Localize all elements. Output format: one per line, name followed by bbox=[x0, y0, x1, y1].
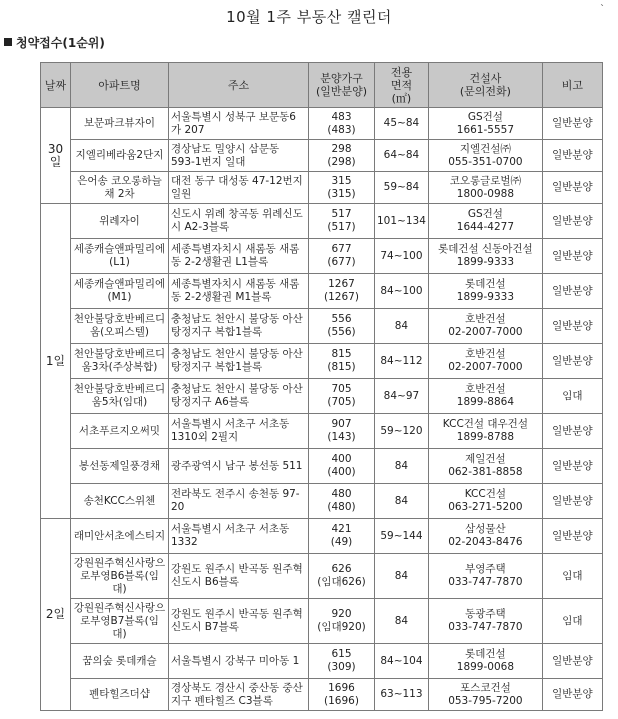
day-cell: 30일 bbox=[41, 108, 71, 204]
address-cell: 경상남도 밀양시 삼문동 593-1번지 일대 bbox=[169, 140, 309, 172]
units-cell: 480 (480) bbox=[309, 484, 375, 519]
address-cell: 세종특별자치시 새롬동 새롬동 2-2생활권 L1블록 bbox=[169, 239, 309, 274]
builder-cell: 동광주택 033-747-7870 bbox=[428, 599, 542, 644]
note-cell: 일반분양 bbox=[542, 309, 602, 344]
section-heading bbox=[4, 34, 105, 51]
units-cell: 615 (309) bbox=[309, 644, 375, 679]
address-cell: 광주광역시 남구 봉선동 511 bbox=[169, 449, 309, 484]
note-cell: 일반분양 bbox=[542, 274, 602, 309]
table-row bbox=[41, 172, 603, 204]
header-units: 분양가구 (일반분양) bbox=[309, 63, 375, 108]
builder-cell: 부영주택 033-747-7870 bbox=[428, 554, 542, 599]
note-cell: 일반분양 bbox=[542, 679, 602, 711]
apt-name-cell: 세종캐슬앤파밀리에(L1) bbox=[71, 239, 169, 274]
builder-cell: 롯데건설 1899-9333 bbox=[428, 274, 542, 309]
table-row bbox=[41, 140, 603, 172]
table-row bbox=[41, 554, 603, 599]
units-cell: 400 (400) bbox=[309, 449, 375, 484]
apt-name-cell: 천안불당호반베르디움5차(임대) bbox=[71, 379, 169, 414]
note-cell: 임대 bbox=[542, 554, 602, 599]
address-cell: 충청남도 천안시 불당동 아산탕정지구 복합1블록 bbox=[169, 309, 309, 344]
units-cell: 907 (143) bbox=[309, 414, 375, 449]
note-cell: 일반분양 bbox=[542, 519, 602, 554]
address-cell: 경상북도 경산시 중산동 중산지구 펜타힐즈 C3블록 bbox=[169, 679, 309, 711]
table-row bbox=[41, 344, 603, 379]
note-cell: 일반분양 bbox=[542, 644, 602, 679]
area-cell: 59~144 bbox=[375, 519, 429, 554]
builder-cell: 지엘건설㈜ 055-351-0700 bbox=[428, 140, 542, 172]
builder-cell: 코오롱글로벌㈜ 1800-0988 bbox=[428, 172, 542, 204]
area-cell: 45~84 bbox=[375, 108, 429, 140]
apt-name-cell: 천안불당호반베르디움3차(주상복합) bbox=[71, 344, 169, 379]
table-row bbox=[41, 679, 603, 711]
address-cell: 대전 동구 대성동 47-12번지 일원 bbox=[169, 172, 309, 204]
apt-name-cell: 지엘리베라움2단지 bbox=[71, 140, 169, 172]
table-row bbox=[41, 204, 603, 239]
note-cell: 일반분양 bbox=[542, 239, 602, 274]
address-cell: 충청남도 천안시 불당동 아산탕정지구 복합1블록 bbox=[169, 344, 309, 379]
table-row bbox=[41, 484, 603, 519]
builder-cell: 호반건설 02-2007-7000 bbox=[428, 344, 542, 379]
apt-name-cell: 봉선동제일풍경채 bbox=[71, 449, 169, 484]
units-cell: 556 (556) bbox=[309, 309, 375, 344]
area-cell: 84~112 bbox=[375, 344, 429, 379]
address-cell: 서울특별시 서초구 서초동 1332 bbox=[169, 519, 309, 554]
note-cell: 임대 bbox=[542, 599, 602, 644]
builder-cell: GS건설 1661-5557 bbox=[428, 108, 542, 140]
builder-cell: KCC건설 063-271-5200 bbox=[428, 484, 542, 519]
units-cell: 517 (517) bbox=[309, 204, 375, 239]
address-cell: 세종특별자치시 새롬동 새롬동 2-2생활권 M1블록 bbox=[169, 274, 309, 309]
area-cell: 84~104 bbox=[375, 644, 429, 679]
units-cell: 483 (483) bbox=[309, 108, 375, 140]
area-cell: 84 bbox=[375, 484, 429, 519]
units-cell: 298 (298) bbox=[309, 140, 375, 172]
area-cell: 84~97 bbox=[375, 379, 429, 414]
area-cell: 63~113 bbox=[375, 679, 429, 711]
units-cell: 815 (815) bbox=[309, 344, 375, 379]
units-cell: 626 (임대626) bbox=[309, 554, 375, 599]
table-row bbox=[41, 519, 603, 554]
table-row bbox=[41, 239, 603, 274]
table-row bbox=[41, 274, 603, 309]
apt-name-cell: 보문파크뷰자이 bbox=[71, 108, 169, 140]
address-cell: 강원도 원주시 반곡동 원주혁신도시 B6블록 bbox=[169, 554, 309, 599]
builder-cell: 포스코건설 053-795-7200 bbox=[428, 679, 542, 711]
table-row bbox=[41, 379, 603, 414]
area-cell: 64~84 bbox=[375, 140, 429, 172]
address-cell: 서울특별시 서초구 서초동 1310외 2필지 bbox=[169, 414, 309, 449]
apt-name-cell: 래미안서초에스티지 bbox=[71, 519, 169, 554]
header-day: 날짜 bbox=[41, 63, 71, 108]
area-cell: 84 bbox=[375, 309, 429, 344]
units-cell: 705 (705) bbox=[309, 379, 375, 414]
area-cell: 59~84 bbox=[375, 172, 429, 204]
note-cell: 일반분양 bbox=[542, 484, 602, 519]
area-cell: 84 bbox=[375, 599, 429, 644]
note-cell: 일반분양 bbox=[542, 140, 602, 172]
area-cell: 59~120 bbox=[375, 414, 429, 449]
note-cell: 일반분양 bbox=[542, 108, 602, 140]
table-row bbox=[41, 449, 603, 484]
address-cell: 서울특별시 강북구 미아동 1 bbox=[169, 644, 309, 679]
header-builder: 건설사 (문의전화) bbox=[428, 63, 542, 108]
apt-name-cell: 강원원주혁신사랑으로부영B7블록(임대) bbox=[71, 599, 169, 644]
header-apt: 아파트명 bbox=[71, 63, 169, 108]
builder-cell: 호반건설 02-2007-7000 bbox=[428, 309, 542, 344]
corner-mark: ` bbox=[600, 4, 605, 15]
apt-name-cell: 은어송 코오롱하늘채 2차 bbox=[71, 172, 169, 204]
builder-cell: 호반건설 1899-8864 bbox=[428, 379, 542, 414]
builder-cell: 롯데건설 1899-0068 bbox=[428, 644, 542, 679]
apt-name-cell: 펜타힐즈더샵 bbox=[71, 679, 169, 711]
table-row bbox=[41, 414, 603, 449]
area-cell: 74~100 bbox=[375, 239, 429, 274]
units-cell: 421 (49) bbox=[309, 519, 375, 554]
area-cell: 84 bbox=[375, 449, 429, 484]
page-title: 10월 1주 부동산 캘린더 bbox=[226, 8, 392, 26]
builder-cell: KCC건설 대우건설 1899-8788 bbox=[428, 414, 542, 449]
note-cell: 일반분양 bbox=[542, 414, 602, 449]
subscription-table bbox=[40, 62, 603, 711]
note-cell: 일반분양 bbox=[542, 344, 602, 379]
note-cell: 일반분양 bbox=[542, 449, 602, 484]
day-cell: 2일 bbox=[41, 519, 71, 711]
header-area: 전용 면적 (㎡) bbox=[375, 63, 429, 108]
day-cell: 1일 bbox=[41, 204, 71, 519]
units-cell: 1696 (1696) bbox=[309, 679, 375, 711]
units-cell: 677 (677) bbox=[309, 239, 375, 274]
area-cell: 84 bbox=[375, 554, 429, 599]
apt-name-cell: 천안불당호반베르디움(오피스텔) bbox=[71, 309, 169, 344]
note-cell: 임대 bbox=[542, 379, 602, 414]
apt-name-cell: 서초푸르지오써밋 bbox=[71, 414, 169, 449]
address-cell: 강원도 원주시 반곡동 원주혁신도시 B7블록 bbox=[169, 599, 309, 644]
header-addr: 주소 bbox=[169, 63, 309, 108]
units-cell: 1267 (1267) bbox=[309, 274, 375, 309]
address-cell: 서울특별시 성북구 보문동6가 207 bbox=[169, 108, 309, 140]
address-cell: 신도시 위례 창곡동 위례신도시 A2-3블록 bbox=[169, 204, 309, 239]
builder-cell: 롯데건설 신동아건설 1899-9333 bbox=[428, 239, 542, 274]
address-cell: 충청남도 천안시 불당동 아산탕정지구 A6블록 bbox=[169, 379, 309, 414]
square-bullet-icon bbox=[4, 38, 12, 46]
apt-name-cell: 위례자이 bbox=[71, 204, 169, 239]
table-row bbox=[41, 599, 603, 644]
apt-name-cell: 세종캐슬앤파밀리에(M1) bbox=[71, 274, 169, 309]
apt-name-cell: 꿈의숲 롯데캐슬 bbox=[71, 644, 169, 679]
builder-cell: GS건설 1644-4277 bbox=[428, 204, 542, 239]
apt-name-cell: 송천KCC스위첸 bbox=[71, 484, 169, 519]
builder-cell: 삼성물산 02-2043-8476 bbox=[428, 519, 542, 554]
header-row bbox=[41, 63, 603, 108]
units-cell: 315 (315) bbox=[309, 172, 375, 204]
units-cell: 920 (임대920) bbox=[309, 599, 375, 644]
address-cell: 전라북도 전주시 송천동 97-20 bbox=[169, 484, 309, 519]
header-note: 비고 bbox=[542, 63, 602, 108]
area-cell: 84~100 bbox=[375, 274, 429, 309]
table-row bbox=[41, 309, 603, 344]
table-row bbox=[41, 644, 603, 679]
section-label: 청약접수(1순위) bbox=[16, 36, 105, 50]
note-cell: 일반분양 bbox=[542, 204, 602, 239]
area-cell: 101~134 bbox=[375, 204, 429, 239]
builder-cell: 제일건설 062-381-8858 bbox=[428, 449, 542, 484]
note-cell: 일반분양 bbox=[542, 172, 602, 204]
table-row bbox=[41, 108, 603, 140]
apt-name-cell: 강원원주혁신사랑으로부영B6블록(임대) bbox=[71, 554, 169, 599]
